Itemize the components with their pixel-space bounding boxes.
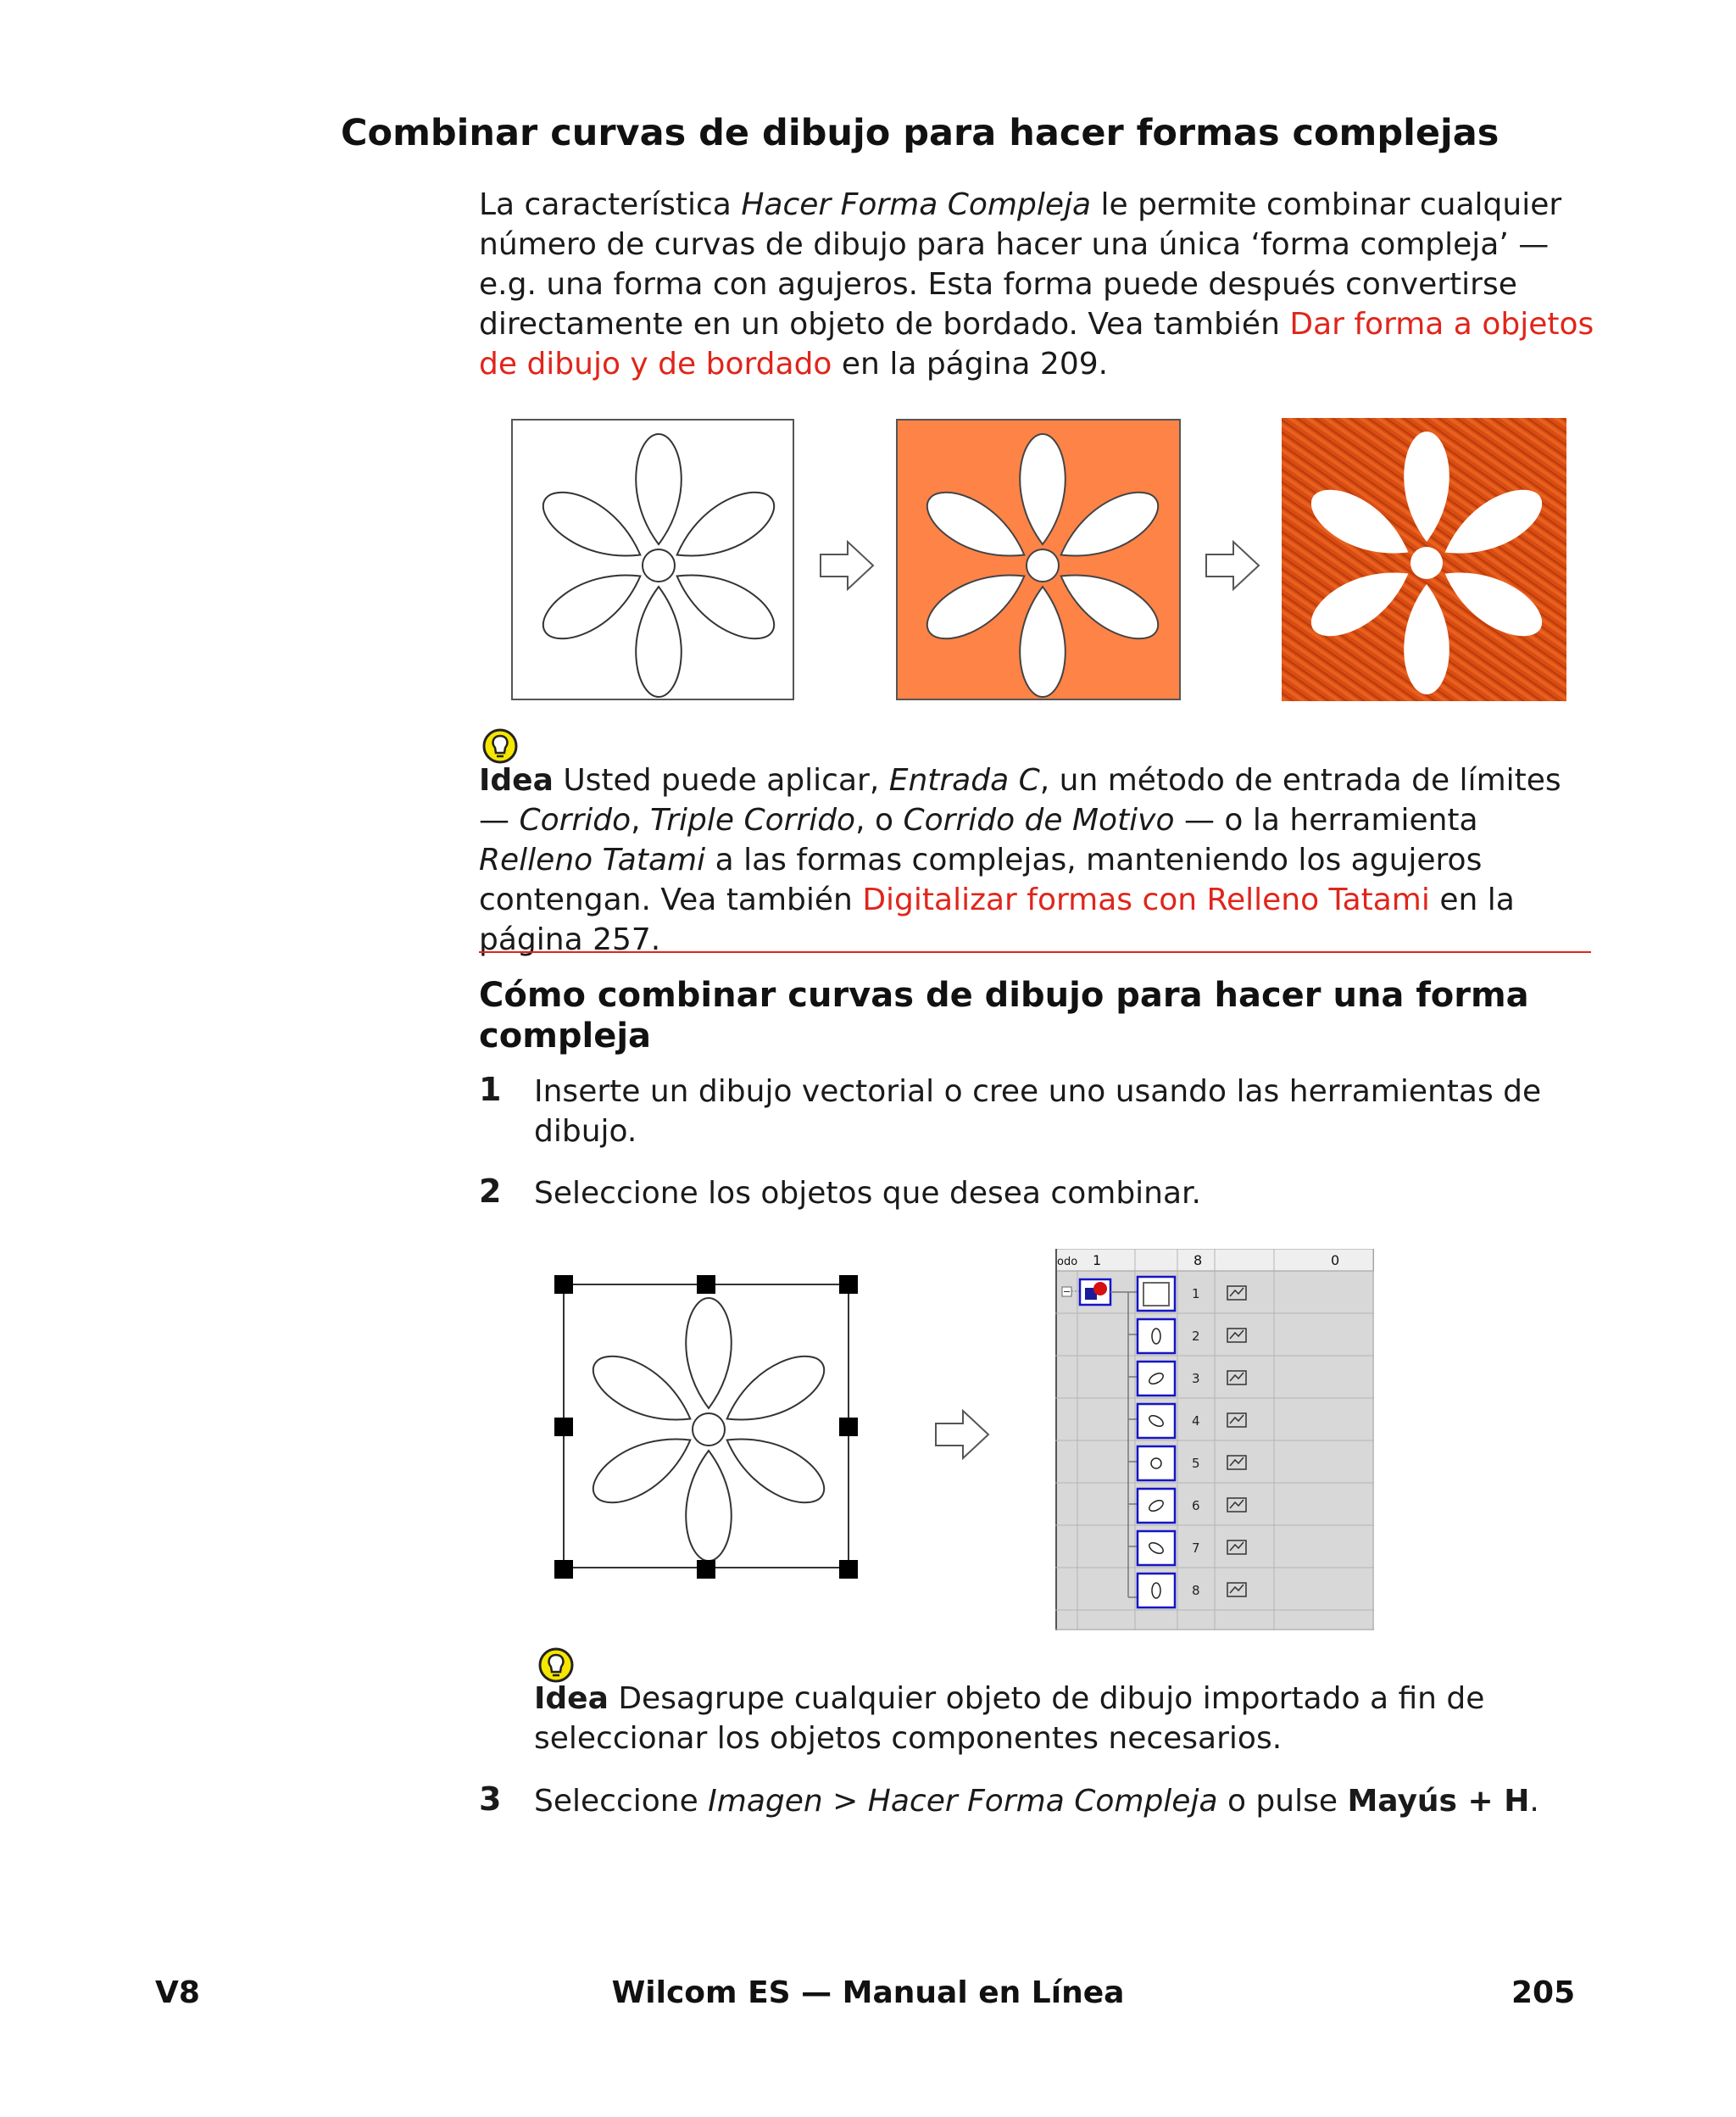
row-number: 7 xyxy=(1192,1540,1200,1556)
step-number: 2 xyxy=(479,1173,502,1210)
link-relleno-tatami[interactable]: Digitalizar formas con Relleno Tatami xyxy=(862,883,1430,917)
step-number: 1 xyxy=(479,1071,502,1108)
tip-label: Idea xyxy=(479,763,554,798)
footer-title: Wilcom ES — Manual en Línea xyxy=(611,1975,1125,2010)
page-title: Combinar curvas de dibujo para hacer formas complejas xyxy=(341,112,1500,154)
row-number: 5 xyxy=(1192,1456,1200,1471)
row-number: 1 xyxy=(1192,1286,1200,1301)
arrow-right-icon xyxy=(821,542,873,589)
tip-idea-2: Idea Desagrupe cualquier objeto de dibujo importado a fin de seleccionar los objetos componentes necesarios. xyxy=(534,1681,1485,1756)
step-text: Seleccione Imagen > Hacer Forma Compleja o pulse Mayús + H. xyxy=(534,1784,1539,1819)
section-divider xyxy=(479,951,1591,953)
keyboard-shortcut: Mayús + H xyxy=(1347,1784,1530,1819)
row-number: 6 xyxy=(1192,1498,1200,1513)
object-list-panel xyxy=(1055,1249,1374,1630)
column-header: 8 xyxy=(1194,1252,1203,1268)
embroidered-shape xyxy=(1282,418,1566,701)
group-object-icon[interactable] xyxy=(1080,1279,1110,1305)
filled-complex-shape xyxy=(897,420,1180,699)
link-dar-forma[interactable]: Dar forma a objetos de dibujo y de bordado xyxy=(479,307,1594,382)
row-number: 4 xyxy=(1192,1413,1200,1429)
column-header: 0 xyxy=(1331,1252,1340,1268)
complex-shape-figure xyxy=(509,415,1577,712)
arrow-right-icon xyxy=(1206,542,1259,589)
procedure-heading: Cómo combinar curvas de dibujo para hacer una forma compleja xyxy=(479,976,1529,1056)
arrow-right-icon xyxy=(932,1407,1000,1462)
step-text: Inserte un dibujo vectorial o cree uno usando las herramientas de dibujo. xyxy=(534,1074,1542,1149)
lightbulb-icon xyxy=(481,727,519,765)
column-header: odo xyxy=(1057,1256,1078,1268)
row-number: 3 xyxy=(1192,1371,1200,1386)
step-number: 3 xyxy=(479,1780,502,1818)
column-header: 1 xyxy=(1093,1252,1102,1268)
feature-name: Hacer Forma Compleja xyxy=(741,187,1092,222)
tip-label: Idea xyxy=(534,1681,609,1716)
footer-version: V8 xyxy=(155,1975,200,2010)
outline-drawing xyxy=(512,420,793,699)
row-number: 8 xyxy=(1192,1583,1200,1598)
selected-drawing xyxy=(542,1263,873,1594)
step-text: Seleccione los objetos que desea combinar. xyxy=(534,1176,1201,1211)
row-number: 2 xyxy=(1192,1329,1200,1344)
menu-path: Imagen > Hacer Forma Compleja xyxy=(708,1784,1218,1819)
tip-idea-1: Idea Usted puede aplicar, Entrada C, un método de entrada de límites — Corrido, Triple Corrido, o Corrido de Motivo — o la herramienta Relleno Tatami a las formas complejas, manteniendo los agujeros contengan. Vea también Digitalizar formas con Relleno Tatami en la página 257. xyxy=(479,763,1561,957)
intro-paragraph: La característica Hacer Forma Compleja le permite combinar cualquier número de curvas de dibujo para hacer una única ‘forma compleja’ — e.g. una forma con agujeros. Esta forma puede después convertirse directamente en un objeto de bordado. Vea también Dar forma a objetos de dibujo y de bordado en la página 209. xyxy=(479,187,1594,382)
page-number: 205 xyxy=(1511,1975,1576,2010)
